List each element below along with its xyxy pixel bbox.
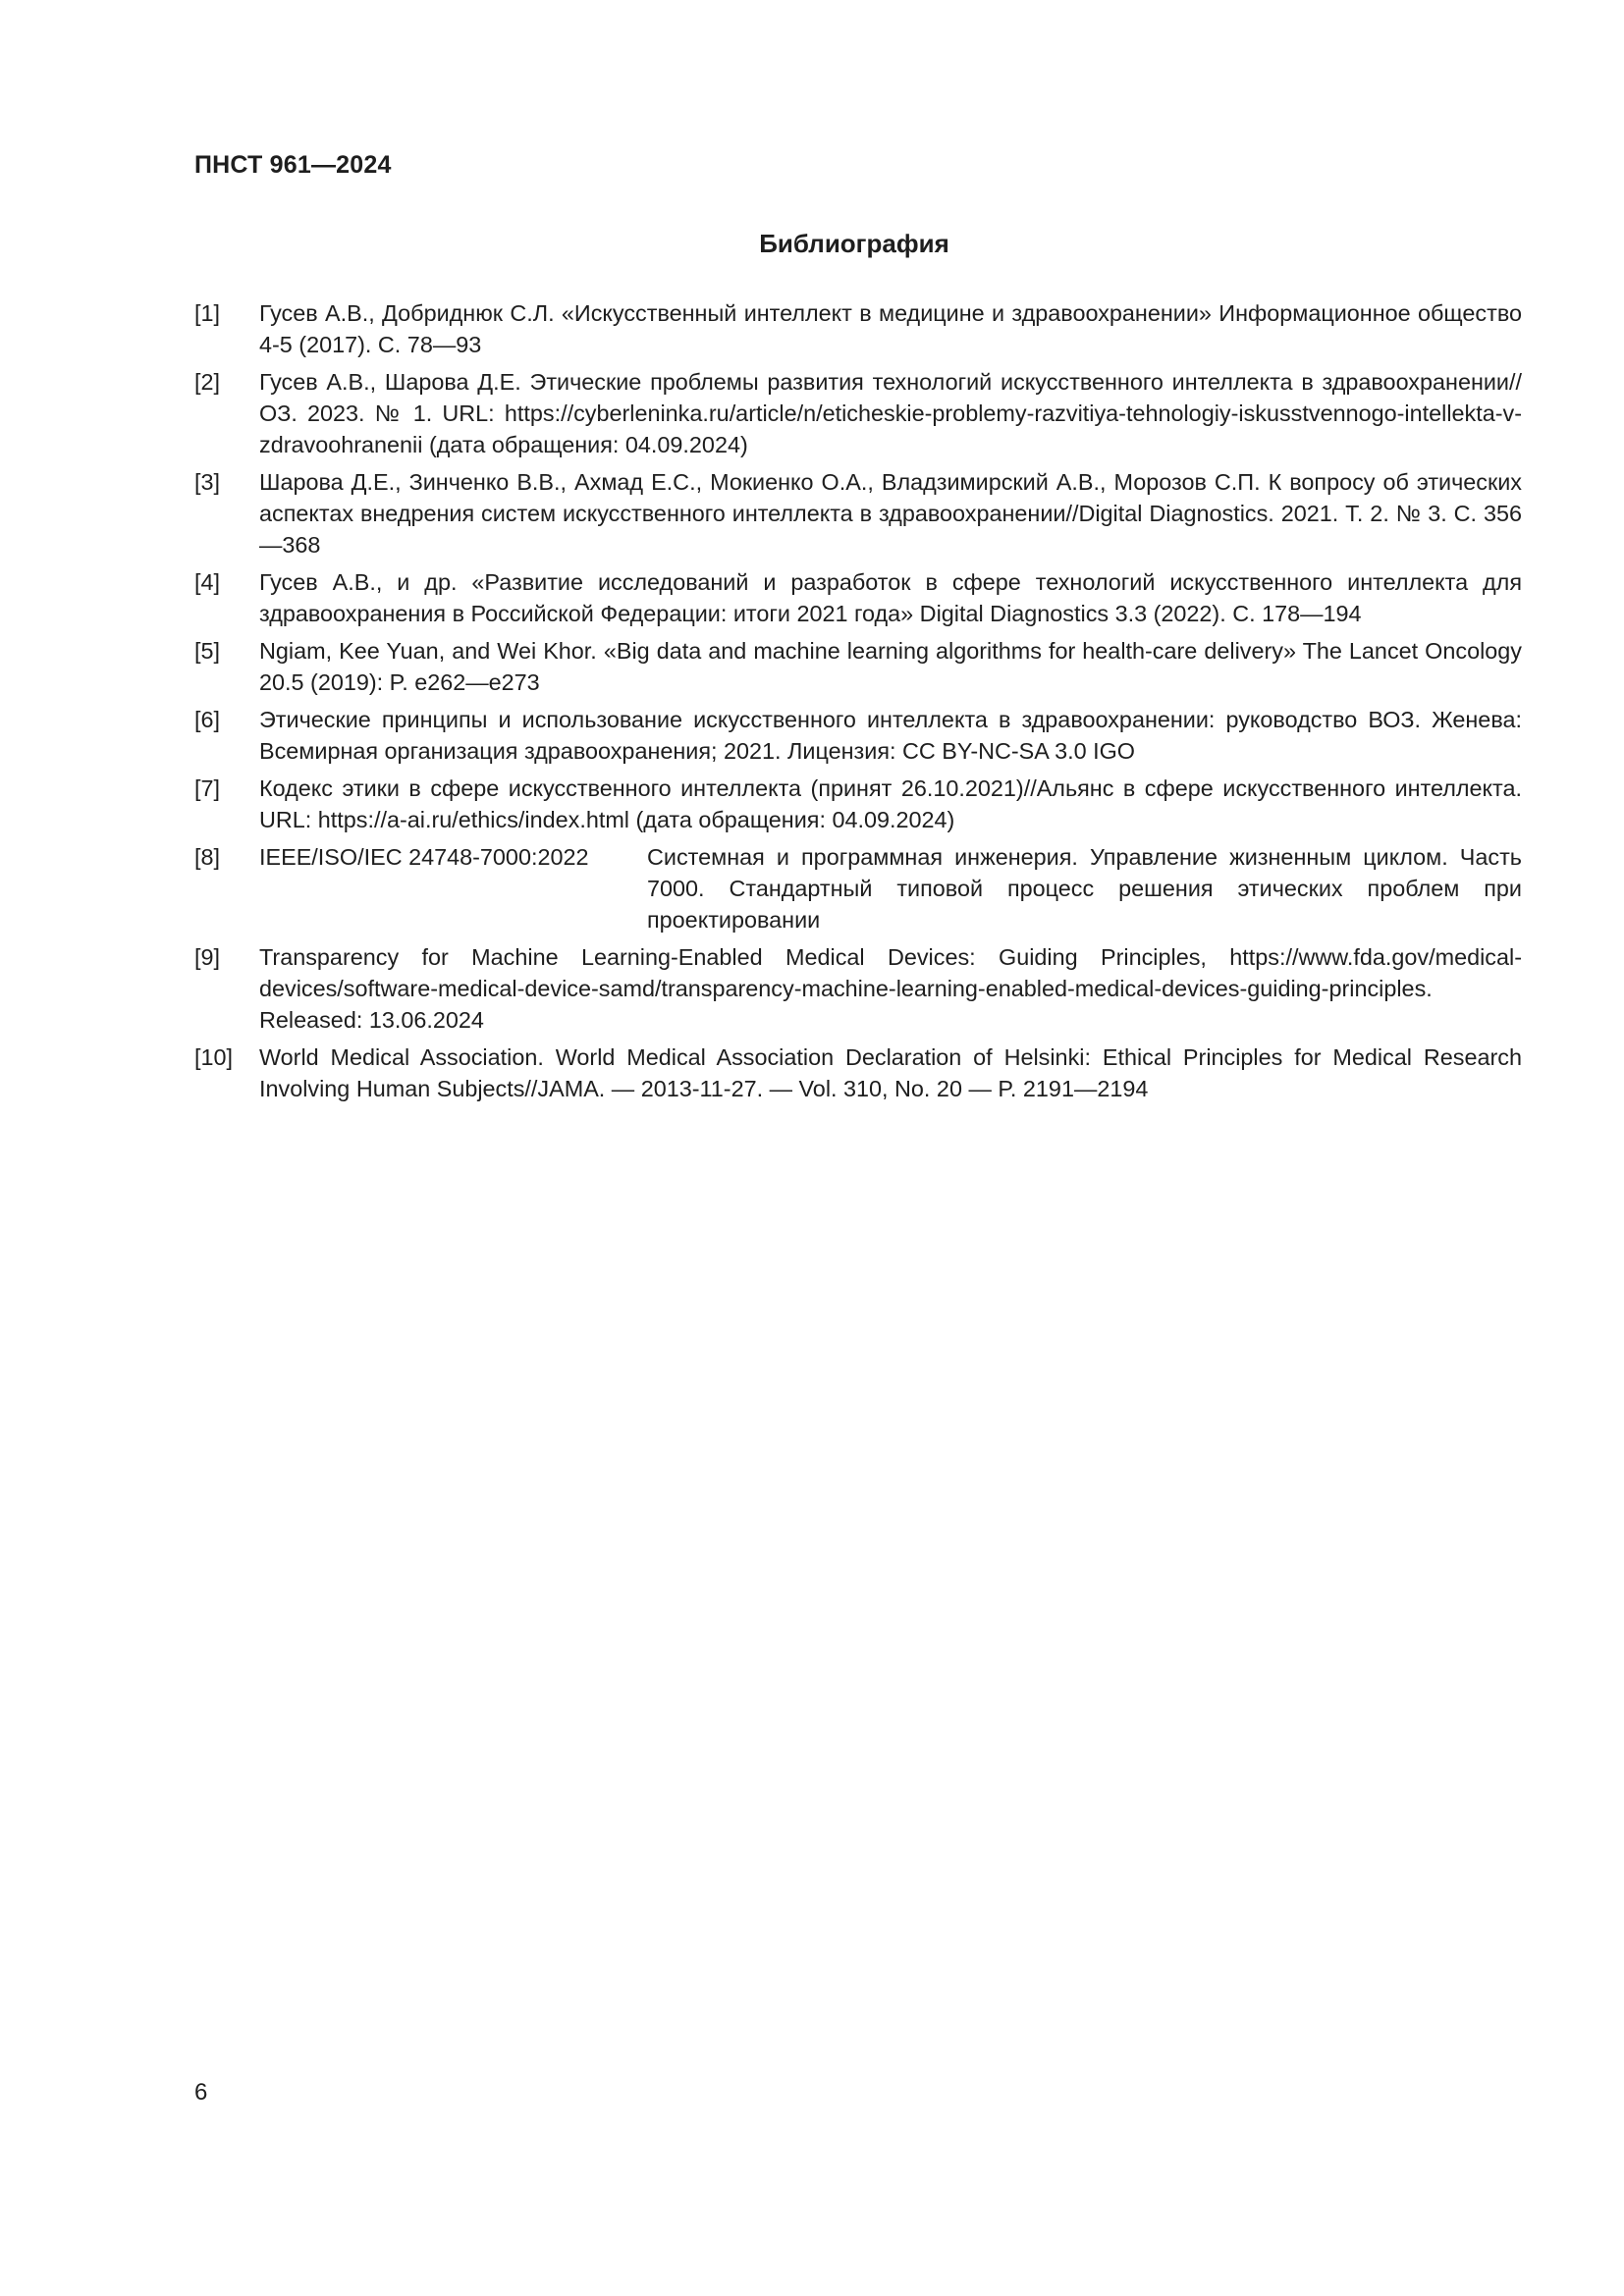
reference-text: Кодекс этики в сфере искусственного интеллекта (принят 26.10.2021)//Альянс в сфере искусственного интеллекта. URL: https://a-ai.ru/ethics/index.html (дата обращения: 04.09.2024) (259, 775, 1522, 832)
reference-number: [8] (194, 844, 221, 870)
bibliography-item (194, 704, 1522, 767)
section-title: Библиография (759, 229, 949, 258)
reference-text: Transparency for Machine Learning-Enabled Medical Devices: Guiding Principles, https://www.fda.gov/medical-devices/software-medical-device-samd/transparency-machine-learning-enabled-medical-devices-guiding-principles. Released: 13.06.2024 (259, 944, 1522, 1033)
reference-number: [3] (194, 469, 221, 495)
reference-number: [1] (194, 300, 221, 326)
reference-text: World Medical Association. World Medical Association Declaration of Helsinki: Ethical Principles for Medical Research Involving Human Subjects//JAMA. — 2013-11-27. — Vol. 310, No. 20 — P. 2191—2194 (259, 1044, 1522, 1101)
reference-text: Ngiam, Kee Yuan, and Wei Khor. «Big data and machine learning algorithms for health-care delivery» The Lancet Oncology 20.5 (2019): P. e262—e273 (259, 638, 1522, 695)
reference-text: Этические принципы и использование искусственного интеллекта в здравоохранении: руководство ВОЗ. Женева: Всемирная организация здравоохранения; 2021. Лицензия: CC BY-NC-SA 3.0 IGO (259, 707, 1522, 764)
bibliography-item (194, 466, 1522, 561)
reference-number: [9] (194, 944, 221, 970)
bibliography-item (194, 1041, 1522, 1104)
bibliography-list (194, 297, 1522, 1110)
reference-text: Гусев А.В., и др. «Развитие исследований и разработок в сфере технологий искусственного интеллекта для здравоохранения в Российской Федерации: итоги 2021 года» Digital Diagnostics 3.3 (2022). С. 178—194 (259, 569, 1522, 626)
bibliography-item (194, 841, 1522, 935)
reference-number: [10] (194, 1044, 234, 1070)
bibliography-item (194, 297, 1522, 360)
bibliography-item (194, 941, 1522, 1036)
bibliography-item (194, 366, 1522, 460)
reference-number: [7] (194, 775, 221, 801)
bibliography-item (194, 773, 1522, 835)
document-code: ПНСТ 961—2024 (194, 151, 392, 179)
reference-body (259, 841, 1522, 935)
standard-code: IEEE/ISO/IEC 24748-7000:2022 (259, 844, 589, 870)
reference-number: [2] (194, 369, 221, 395)
bibliography-item (194, 635, 1522, 698)
reference-number: [4] (194, 569, 221, 595)
reference-number: [6] (194, 707, 221, 732)
reference-number: [5] (194, 638, 221, 664)
reference-text: Шарова Д.Е., Зинченко В.В., Ахмад Е.С., Мокиенко О.А., Владзимирский А.В., Морозов С.П. К вопросу об этических аспектах внедрения систем искусственного интеллекта в здравоохранении//Digital Diagnostics. 2021. Т. 2. № 3. С. 356—368 (259, 469, 1522, 558)
page-number: 6 (194, 2079, 208, 2106)
bibliography-item (194, 566, 1522, 629)
reference-text: Системная и программная инженерия. Управление жизненным циклом. Часть 7000. Стандартный типовой процесс решения этических проблем при проектировании (647, 844, 1522, 933)
reference-text: Гусев А.В., Шарова Д.Е. Этические проблемы развития технологий искусственного интеллекта в здравоохранении//ОЗ. 2023. № 1. URL: https://cyberleninka.ru/article/n/eticheskie-problemy-razvitiya-tehnologiy-iskusstvennogo-intellekta-v-zdravoohranenii (дата обращения: 04.09.2024) (259, 369, 1522, 457)
reference-text: Гусев А.В., Добриднюк С.Л. «Искусственный интеллект в медицине и здравоохранении» Информационное общество 4-5 (2017). С. 78—93 (259, 300, 1522, 357)
